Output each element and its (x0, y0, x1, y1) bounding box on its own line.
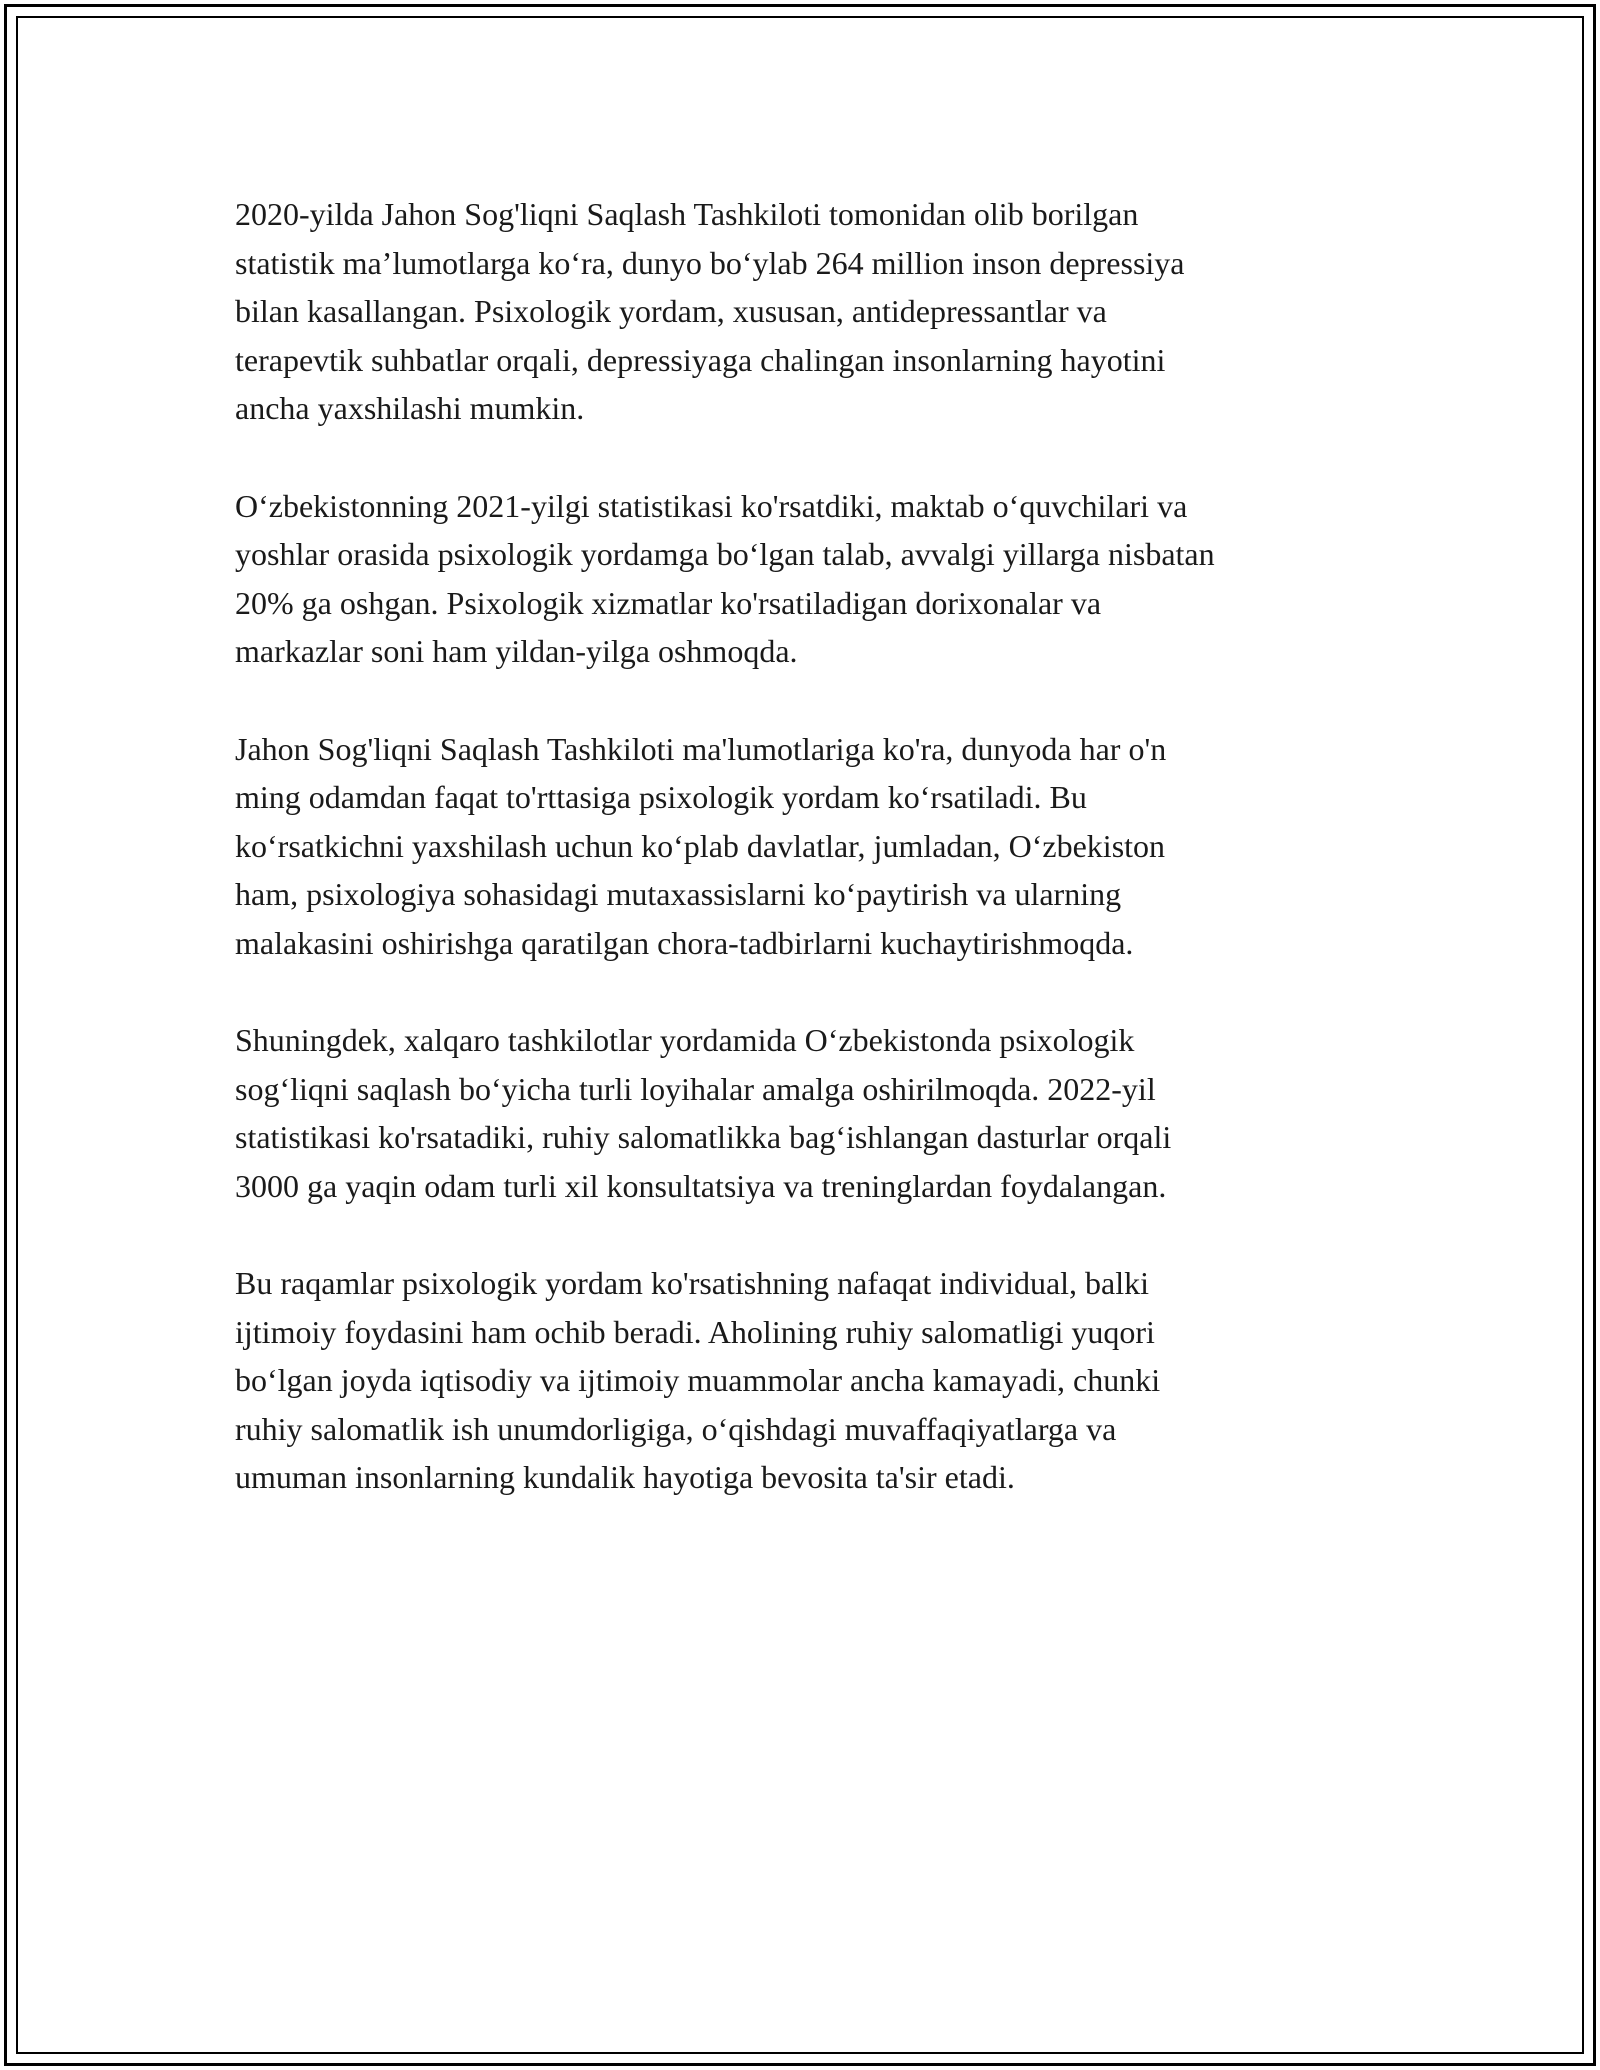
paragraph-3 (235, 725, 1395, 968)
paragraph-line: statistik ma’lumotlarga ko‘ra, dunyo bo‘ylab 264 million inson depressiya (235, 244, 1185, 281)
document-body (235, 190, 1395, 1551)
paragraph-1 (235, 190, 1395, 433)
paragraph-line: ko‘rsatkichni yaxshilash uchun ko‘plab davlatlar, jumladan, O‘zbekiston (235, 827, 1166, 864)
paragraph-line: 2020-yilda Jahon Sog'liqni Saqlash Tashkiloti tomonidan olib borilgan (235, 196, 1139, 232)
paragraph-line: markazlar soni ham yildan-yilga oshmoqda. (235, 633, 798, 670)
paragraph-2 (235, 482, 1395, 676)
paragraph-line: yoshlar orasida psixologik yordamga bo‘lgan talab, avvalgi yillarga nisbatan (235, 536, 1215, 573)
paragraph-line: terapevtik suhbatlar orqali, depressiyaga chalingan insonlarning hayotini (235, 341, 1166, 378)
paragraph-line: sog‘liqni saqlash bo‘yicha turli loyihalar amalga oshirilmoqda. 2022-yil (235, 1070, 1156, 1107)
paragraph-4 (235, 1016, 1395, 1210)
paragraph-line: statistikasi ko'rsatadiki, ruhiy salomatlikka bag‘ishlangan dasturlar orqali (235, 1119, 1172, 1156)
paragraph-line: O‘zbekistonning 2021-yilgi statistikasi ko'rsatdiki, maktab o‘quvchilari va (235, 487, 1188, 524)
paragraph-line: ruhiy salomatlik ish unumdorligiga, o‘qishdagi muvaffaqiyatlarga va (235, 1410, 1117, 1447)
paragraph-line: Jahon Sog'liqni Saqlash Tashkiloti ma'lumotlariga ko'ra, dunyoda har o'n (235, 730, 1167, 767)
paragraph-5 (235, 1259, 1395, 1502)
paragraph-line: 20% ga oshgan. Psixologik xizmatlar ko'rsatiladigan dorixonalar va (235, 584, 1102, 621)
paragraph-line: Shuningdek, xalqaro tashkilotlar yordamida O‘zbekistonda psixologik (235, 1022, 1135, 1059)
paragraph-line: umuman insonlarning kundalik hayotiga bevosita ta'sir etadi. (235, 1459, 1015, 1496)
paragraph-line: bilan kasallangan. Psixologik yordam, xususan, antidepressantlar va (235, 293, 1107, 330)
paragraph-line: ham, psixologiya sohasidagi mutaxassislarni ko‘paytirish va ularning (235, 876, 1122, 913)
paragraph-line: ijtimoiy foydasini ham ochib beradi. Aholining ruhiy salomatligi yuqori (235, 1313, 1155, 1350)
paragraph-line: ming odamdan faqat to'rttasiga psixologik yordam ko‘rsatiladi. Bu (235, 779, 1087, 816)
paragraph-line: ancha yaxshilashi mumkin. (235, 390, 585, 427)
paragraph-line: malakasini oshirishga qaratilgan chora-tadbirlarni kuchaytirishmoqda. (235, 924, 1134, 961)
paragraph-line: bo‘lgan joyda iqtisodiy va ijtimoiy muammolar ancha kamayadi, chunki (235, 1362, 1161, 1399)
paragraph-line: 3000 ga yaqin odam turli xil konsultatsiya va treninglardan foydalangan. (235, 1167, 1167, 1204)
paragraph-line: Bu raqamlar psixologik yordam ko'rsatishning nafaqat individual, balki (235, 1265, 1150, 1302)
